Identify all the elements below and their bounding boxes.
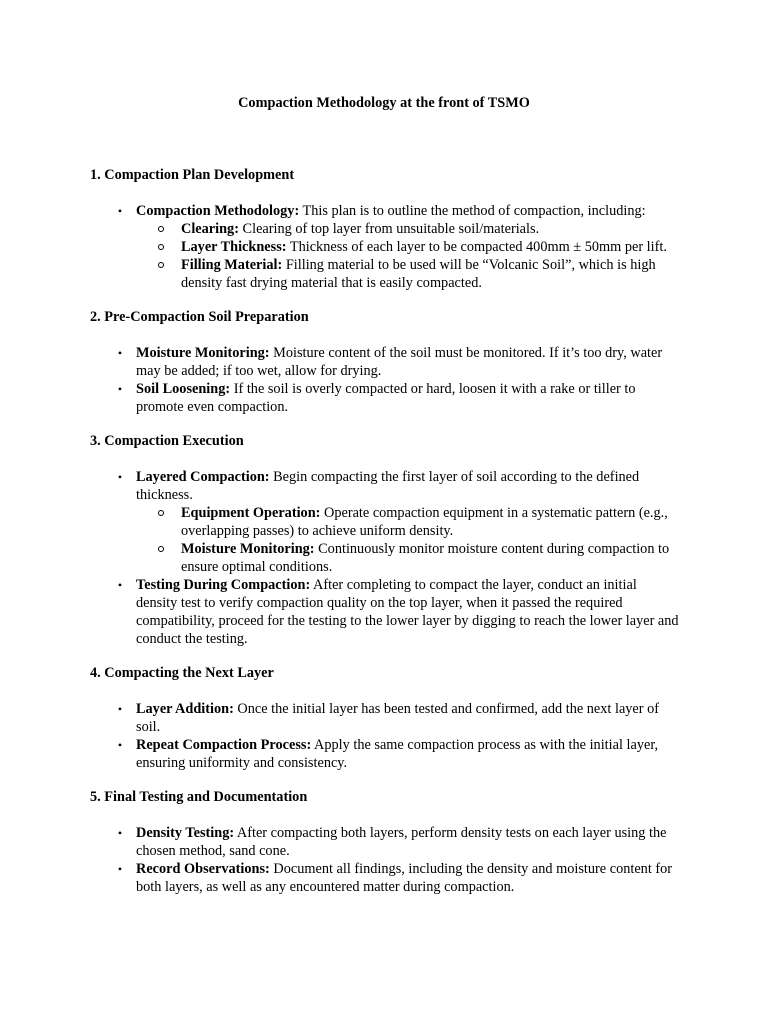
item-label: Record Observations: bbox=[136, 861, 270, 877]
section-heading: 2. Pre-Compaction Soil Preparation bbox=[90, 309, 309, 325]
sub-list-item bbox=[136, 540, 680, 576]
section-heading: 4. Compacting the Next Layer bbox=[90, 665, 274, 681]
list-item bbox=[90, 576, 680, 648]
bullet-list bbox=[90, 344, 680, 416]
item-text: Begin compacting the first layer of soil according to the defined thickness. bbox=[136, 469, 640, 503]
sub-bullet-list bbox=[136, 504, 680, 576]
section-1 bbox=[90, 166, 680, 292]
bullet-icon: • bbox=[117, 470, 123, 484]
sub-item-label: Clearing: bbox=[181, 221, 239, 237]
circle-bullet-icon bbox=[158, 510, 164, 516]
item-label: Layered Compaction: bbox=[136, 469, 270, 485]
bullet-icon: • bbox=[117, 702, 123, 716]
bullet-list bbox=[90, 824, 680, 896]
circle-bullet-icon bbox=[158, 262, 164, 268]
section-3 bbox=[90, 432, 680, 648]
sub-item-text: Filling material to be used will be “Volcanic Soil”, which is high density fast drying material that is easily compacted. bbox=[181, 257, 656, 291]
item-label: Density Testing: bbox=[136, 825, 235, 841]
list-item bbox=[90, 202, 680, 292]
item-text: This plan is to outline the method of compaction, including: bbox=[299, 203, 646, 219]
list-item bbox=[90, 700, 680, 736]
document-body bbox=[90, 166, 680, 912]
bullet-icon: • bbox=[117, 578, 123, 592]
section-4 bbox=[90, 664, 680, 772]
sub-item-label: Equipment Operation: bbox=[181, 505, 321, 521]
item-text: Moisture content of the soil must be monitored. If it’s too dry, water may be added; if too wet, allow for drying. bbox=[136, 345, 663, 379]
bullet-icon: • bbox=[117, 826, 123, 840]
sub-list-item bbox=[136, 256, 680, 292]
item-text: Apply the same compaction process as with the initial layer, ensuring uniformity and consistency. bbox=[136, 737, 659, 771]
sub-list-item bbox=[136, 504, 680, 540]
item-text: After completing to compact the layer, conduct an initial density test to verify compaction quality on the top layer, when it passed the required compatibility, proceed for the testing to the lower layer by digging to reach the lower layer and conduct the testing. bbox=[136, 577, 679, 647]
item-text: Once the initial layer has been tested and confirmed, add the next layer of soil. bbox=[136, 701, 660, 735]
sub-item-text: Operate compaction equipment in a systematic pattern (e.g., overlapping passes) to achieve uniform density. bbox=[181, 505, 668, 539]
sub-item-text: Continuously monitor moisture content during compaction to ensure optimal conditions. bbox=[181, 541, 670, 575]
sub-list-item bbox=[136, 238, 680, 256]
item-label: Compaction Methodology: bbox=[136, 203, 300, 219]
bullet-list bbox=[90, 700, 680, 772]
section-heading: 5. Final Testing and Documentation bbox=[90, 789, 308, 805]
document-title: Compaction Methodology at the front of TSMO bbox=[238, 95, 530, 111]
item-text: Document all findings, including the density and moisture content for both layers, as well as any encountered matter during compaction. bbox=[136, 861, 673, 895]
item-label: Repeat Compaction Process: bbox=[136, 737, 312, 753]
list-item bbox=[90, 736, 680, 772]
bullet-icon: • bbox=[117, 738, 123, 752]
item-label: Testing During Compaction: bbox=[136, 577, 311, 593]
item-text: After compacting both layers, perform density tests on each layer using the chosen method, sand cone. bbox=[136, 825, 667, 859]
bullet-list bbox=[90, 202, 680, 292]
sub-list-item bbox=[136, 220, 680, 238]
circle-bullet-icon bbox=[158, 244, 164, 250]
list-item bbox=[90, 824, 680, 860]
list-item bbox=[90, 380, 680, 416]
section-heading: 1. Compaction Plan Development bbox=[90, 167, 295, 183]
item-label: Layer Addition: bbox=[136, 701, 234, 717]
item-label: Moisture Monitoring: bbox=[136, 345, 270, 361]
bullet-icon: • bbox=[117, 346, 123, 360]
sub-item-label: Moisture Monitoring: bbox=[181, 541, 315, 557]
bullet-list bbox=[90, 468, 680, 648]
item-label: Soil Loosening: bbox=[136, 381, 231, 397]
sub-item-label: Filling Material: bbox=[181, 257, 283, 273]
sub-bullet-list bbox=[136, 220, 680, 292]
bullet-icon: • bbox=[117, 204, 123, 218]
list-item bbox=[90, 468, 680, 576]
circle-bullet-icon bbox=[158, 546, 164, 552]
section-2 bbox=[90, 308, 680, 416]
sub-item-label: Layer Thickness: bbox=[181, 239, 287, 255]
circle-bullet-icon bbox=[158, 226, 164, 232]
item-text: If the soil is overly compacted or hard, loosen it with a rake or tiller to promote even compaction. bbox=[136, 381, 636, 415]
bullet-icon: • bbox=[117, 382, 123, 396]
section-5 bbox=[90, 788, 680, 896]
bullet-icon: • bbox=[117, 862, 123, 876]
sub-item-text: Thickness of each layer to be compacted 400mm ± 50mm per lift. bbox=[286, 239, 667, 255]
list-item bbox=[90, 344, 680, 380]
sub-item-text: Clearing of top layer from unsuitable soil/materials. bbox=[238, 221, 540, 237]
section-heading: 3. Compaction Execution bbox=[90, 433, 244, 449]
list-item bbox=[90, 860, 680, 896]
